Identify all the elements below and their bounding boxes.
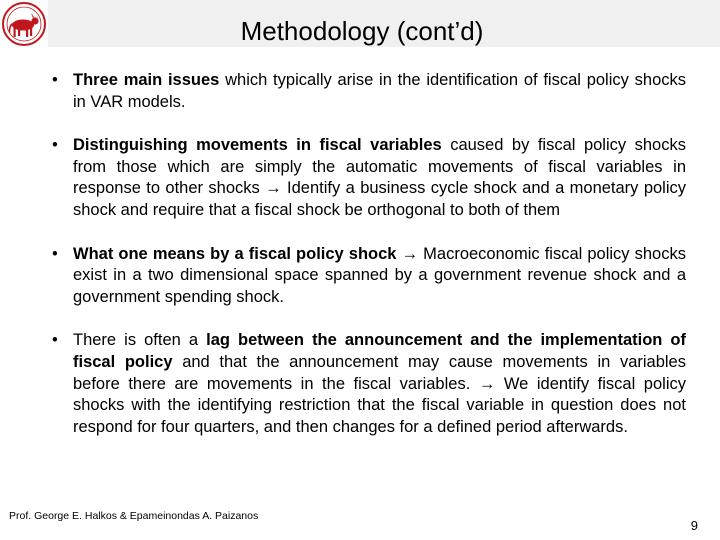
bullet-4-text: and that the announcement may cause movements in variables before there are movements in the fiscal variables. bbox=[73, 352, 686, 393]
right-arrow-icon: → bbox=[265, 179, 282, 198]
bull-emblem-icon bbox=[0, 0, 48, 48]
bullet-3-text: Macroeconomic fiscal policy shocks exist in a two dimensional space spanned by a government revenue shock and a government spending shock. bbox=[73, 244, 686, 306]
page-number: 9 bbox=[690, 518, 698, 533]
slide-title: Methodology (cont’d) bbox=[240, 16, 484, 46]
bullet-2-bold-lead: Distinguishing movements in fiscal variables bbox=[73, 136, 442, 155]
bullet-list bbox=[52, 70, 686, 438]
footer-authors: Prof. George E. Halkos & Epameinondas A. Paizanos bbox=[9, 510, 259, 522]
bullet-1-text: which typically arise in the identification of fiscal policy shocks in VAR models. bbox=[73, 71, 686, 111]
bullet-fiscal-policy-shock bbox=[52, 244, 686, 309]
bullet-three-main-issues bbox=[52, 70, 686, 113]
bullet-announcement-lag bbox=[52, 330, 686, 438]
right-arrow-icon: → bbox=[401, 244, 419, 263]
bullet-1-bold-lead: Three main issues bbox=[73, 71, 220, 89]
bullet-2-text: caused by fiscal policy shocks from those which are simply the automatic movements of fiscal variables in response to other shocks bbox=[73, 136, 686, 198]
bullet-2-text-cont: Identify a business cycle shock and a monetary policy shock and require that a fiscal shock be orthogonal to both of them bbox=[73, 179, 687, 219]
bullet-4-text-intro: There is often a bbox=[73, 331, 207, 350]
bullet-3-bold-lead: What one means by a fiscal policy shock bbox=[73, 244, 397, 263]
bullet-4-bold: lag between the announcement and the implementation of fiscal policy bbox=[73, 331, 686, 371]
bullet-4-text-cont: We identify fiscal policy shocks with the identifying restriction that the fiscal variable in question does not respond for four quarters, and then changes for a defined period afterwards. bbox=[73, 374, 686, 436]
bullet-distinguishing-movements bbox=[52, 135, 686, 221]
right-arrow-icon: → bbox=[478, 374, 496, 393]
